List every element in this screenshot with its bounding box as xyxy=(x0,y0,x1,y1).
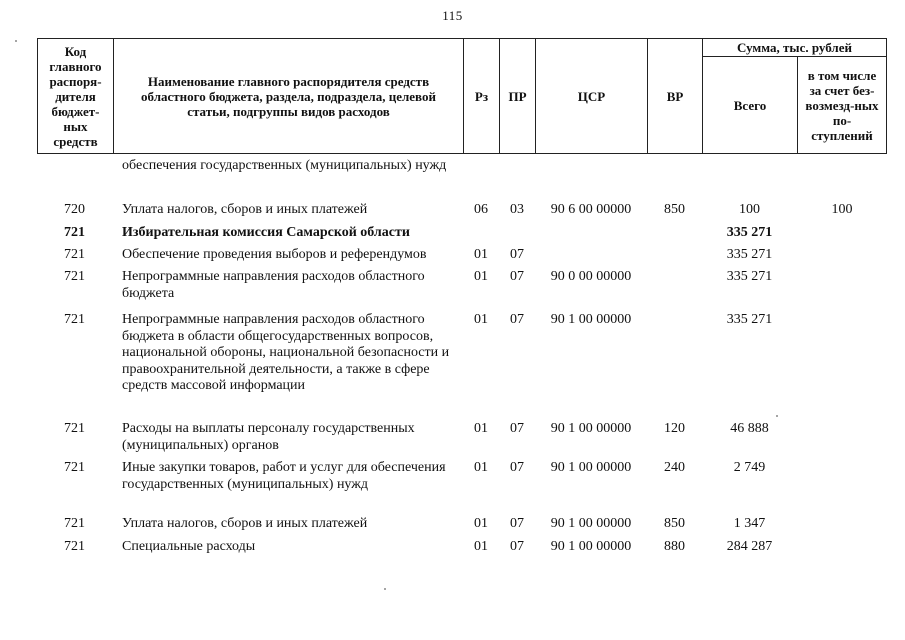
table-row xyxy=(37,158,887,202)
row-code: 721 xyxy=(64,247,85,262)
row-vr: 880 xyxy=(664,539,685,554)
table-row xyxy=(37,225,887,247)
row-rz: 06 xyxy=(474,202,488,217)
row-rz: 01 xyxy=(474,516,488,531)
row-pr: 07 xyxy=(510,516,524,531)
scan-speck xyxy=(776,415,778,417)
page-number: 115 xyxy=(442,8,463,23)
row-code: 721 xyxy=(64,269,85,284)
row-rz: 01 xyxy=(474,269,488,284)
row-code: 721 xyxy=(64,516,85,531)
row-vr: 120 xyxy=(664,421,685,436)
row-name: Уплата налогов, сборов и иных платежей xyxy=(122,516,368,531)
row-name: обеспечения государственных (муниципальных) нужд xyxy=(122,158,447,173)
row-csr: 90 1 00 00000 xyxy=(550,421,632,436)
row-name: Избирательная комиссия Самарской области xyxy=(122,225,410,240)
table-row xyxy=(37,202,887,225)
row-total: 335 271 xyxy=(726,225,773,240)
row-free: 100 xyxy=(831,202,853,217)
header-pr: ПР xyxy=(499,38,536,154)
row-csr: 90 0 00 00000 xyxy=(550,269,632,284)
table-header xyxy=(37,38,887,154)
scan-speck xyxy=(384,588,386,590)
row-total: 335 271 xyxy=(726,312,773,327)
row-code: 721 xyxy=(64,460,85,475)
row-pr: 07 xyxy=(510,421,524,436)
row-name: Специальные расходы xyxy=(122,539,256,554)
row-vr: 850 xyxy=(664,516,685,531)
row-pr: 07 xyxy=(510,539,524,554)
row-rz: 01 xyxy=(474,312,488,327)
row-name: Иные закупки товаров, работ и услуг для обеспечения государственных (муниципальных) нужд xyxy=(122,460,446,492)
row-pr: 07 xyxy=(510,460,524,475)
scan-speck xyxy=(15,40,17,42)
table-row xyxy=(37,269,887,312)
header-rz: Рз xyxy=(463,38,500,154)
row-name: Непрограммные направления расходов областного бюджета в области общегосударственных вопросов, национальной обороны, национальной безопасности и правоохранительной деятельности, а также в сфере средств массовой информации xyxy=(122,312,450,393)
row-name: Непрограммные направления расходов областного бюджета xyxy=(122,269,425,301)
row-name: Расходы на выплаты персоналу государственных (муниципальных) органов xyxy=(122,421,415,453)
header-total: Всего xyxy=(702,56,798,154)
row-pr: 07 xyxy=(510,269,524,284)
row-rz: 01 xyxy=(474,421,488,436)
table-row xyxy=(37,539,887,561)
row-code: 721 xyxy=(64,539,85,554)
row-total: 335 271 xyxy=(726,269,773,284)
row-total: 335 271 xyxy=(726,247,773,262)
row-total: 284 287 xyxy=(726,539,773,554)
row-pr: 07 xyxy=(510,312,524,327)
row-total: 2 749 xyxy=(733,460,766,475)
table-row xyxy=(37,421,887,460)
header-free: в том числе за счет без-возмезд-ных по-ступлений xyxy=(797,56,887,154)
header-csr: ЦСР xyxy=(535,38,648,154)
row-code: 721 xyxy=(64,312,85,327)
row-code: 721 xyxy=(64,225,85,240)
row-pr: 07 xyxy=(510,247,524,262)
table-body xyxy=(37,158,887,561)
row-code: 720 xyxy=(64,202,85,217)
row-name: Уплата налогов, сборов и иных платежей xyxy=(122,202,368,217)
header-vr: ВР xyxy=(647,38,703,154)
row-csr: 90 1 00 00000 xyxy=(550,539,632,554)
row-rz: 01 xyxy=(474,539,488,554)
row-vr: 850 xyxy=(664,202,685,217)
row-csr: 90 1 00 00000 xyxy=(550,460,632,475)
header-name: Наименование главного распорядителя средств областного бюджета, раздела, подраздела, целевой статьи, подгруппы видов расходов xyxy=(113,38,464,154)
row-name: Обеспечение проведения выборов и референдумов xyxy=(122,247,427,262)
table-row xyxy=(37,247,887,269)
row-csr: 90 1 00 00000 xyxy=(550,516,632,531)
row-csr: 90 6 00 00000 xyxy=(550,202,632,217)
row-csr: 90 1 00 00000 xyxy=(550,312,632,327)
row-pr: 03 xyxy=(510,202,524,217)
row-rz: 01 xyxy=(474,247,488,262)
row-total: 46 888 xyxy=(730,421,769,436)
row-vr: 240 xyxy=(664,460,685,475)
table-row xyxy=(37,312,887,421)
header-code: Код главного распоря-дителя бюджет-ных средств xyxy=(37,38,114,154)
row-total: 1 347 xyxy=(733,516,766,531)
row-code: 721 xyxy=(64,421,85,436)
table-row xyxy=(37,516,887,539)
table-row xyxy=(37,460,887,516)
header-sum-group: Сумма, тыс. рублей xyxy=(702,38,887,57)
row-rz: 01 xyxy=(474,460,488,475)
row-total: 100 xyxy=(739,202,760,217)
